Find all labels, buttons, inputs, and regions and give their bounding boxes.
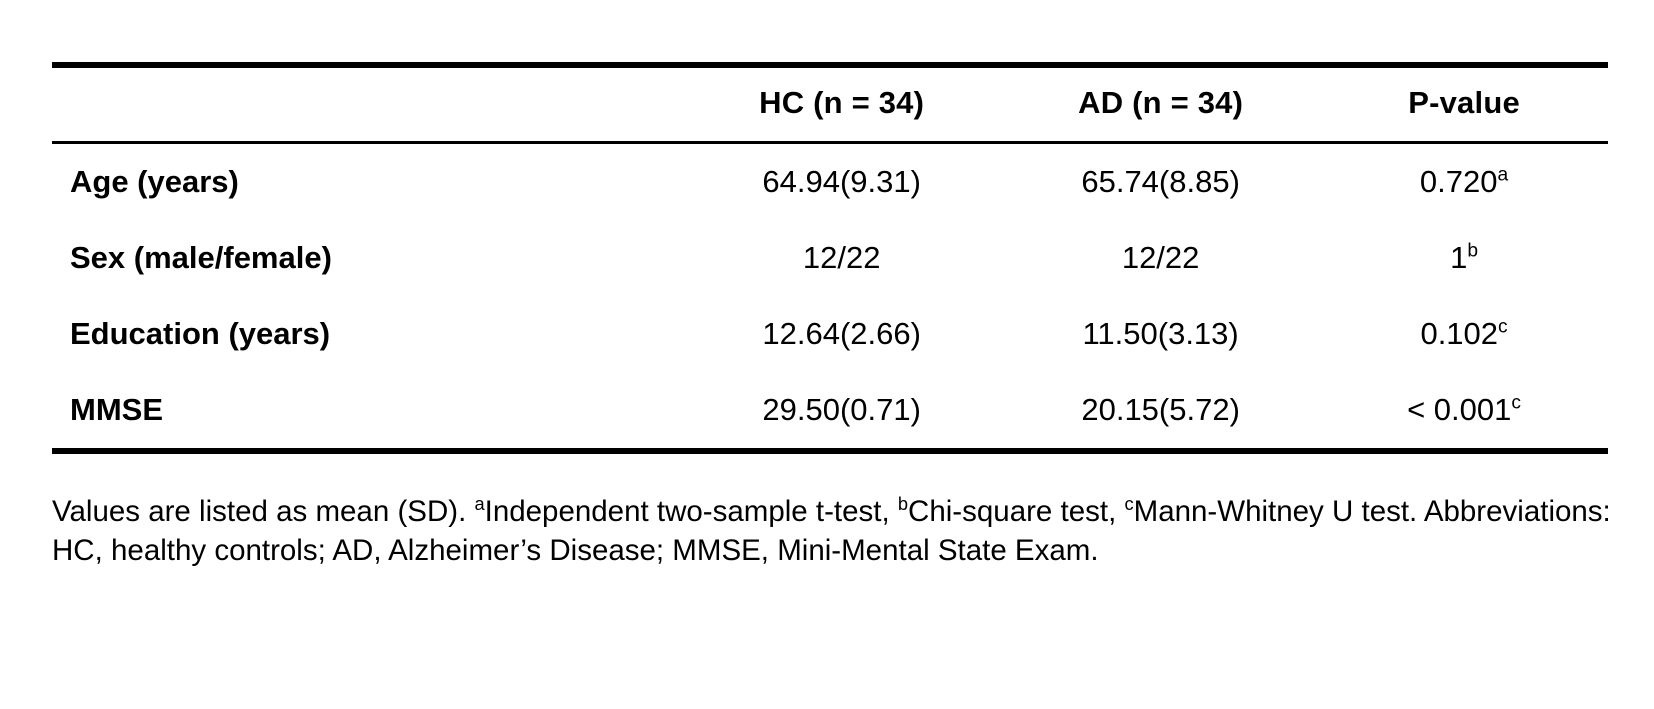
footnote-superscript-a: a	[474, 493, 485, 515]
column-header-blank	[52, 65, 682, 143]
cell-age-p-superscript: a	[1497, 164, 1509, 186]
footnote-part-2: Independent two-sample t-test,	[484, 495, 898, 528]
cell-sex-p-value: 1	[1450, 240, 1468, 275]
cell-education-ad: 11.50(3.13)	[1082, 316, 1239, 351]
table-footnote	[52, 492, 1612, 570]
cell-mmse-hc: 29.50(0.71)	[762, 392, 921, 427]
cell-education-p	[1320, 296, 1608, 372]
cell-mmse-p-superscript: c	[1511, 392, 1521, 414]
demographics-table-container	[52, 62, 1608, 454]
table-header	[52, 65, 1608, 143]
table-row	[52, 296, 1608, 372]
footnote-part-3: Chi-square test,	[908, 495, 1125, 528]
cell-sex-p-superscript: b	[1467, 240, 1479, 262]
column-header-hc: HC (n = 34)	[759, 85, 925, 120]
cell-age-p-value: 0.720	[1419, 164, 1498, 199]
cell-mmse-p-value: < 0.001	[1407, 392, 1512, 427]
footnote-superscript-b: b	[897, 493, 909, 515]
footnote-superscript-c: c	[1124, 493, 1134, 515]
demographics-table	[52, 62, 1608, 454]
footnote-part-4: Mann-Whitney U test. Abbreviations: HC, healthy controls; AD, Alzheimer’s Disease; MMSE, Mini-Mental State Exam.	[52, 495, 1611, 568]
row-label-age: Age (years)	[70, 164, 239, 199]
cell-age-ad: 65.74(8.85)	[1081, 164, 1240, 199]
cell-age-p	[1320, 143, 1608, 221]
footnote-part-1: Values are listed as mean (SD).	[52, 495, 475, 528]
cell-sex-ad: 12/22	[1121, 240, 1200, 275]
cell-education-hc: 12.64(2.66)	[762, 316, 921, 351]
cell-sex-p	[1320, 220, 1608, 296]
row-label-sex: Sex (male/female)	[70, 240, 332, 275]
cell-age-hc: 64.94(9.31)	[762, 164, 921, 199]
cell-mmse-ad: 20.15(5.72)	[1081, 392, 1240, 427]
table-header-row	[52, 65, 1608, 143]
cell-sex-hc: 12/22	[802, 240, 881, 275]
table-row	[52, 372, 1608, 451]
table-row	[52, 220, 1608, 296]
table-row	[52, 143, 1608, 221]
cell-mmse-p	[1320, 372, 1608, 451]
column-header-pvalue: P-value	[1408, 85, 1520, 120]
cell-education-p-superscript: c	[1498, 316, 1508, 338]
cell-education-p-value: 0.102	[1420, 316, 1499, 351]
row-label-mmse: MMSE	[70, 392, 163, 427]
row-label-education: Education (years)	[70, 316, 331, 351]
table-body	[52, 143, 1608, 452]
column-header-ad: AD (n = 34)	[1078, 85, 1244, 120]
